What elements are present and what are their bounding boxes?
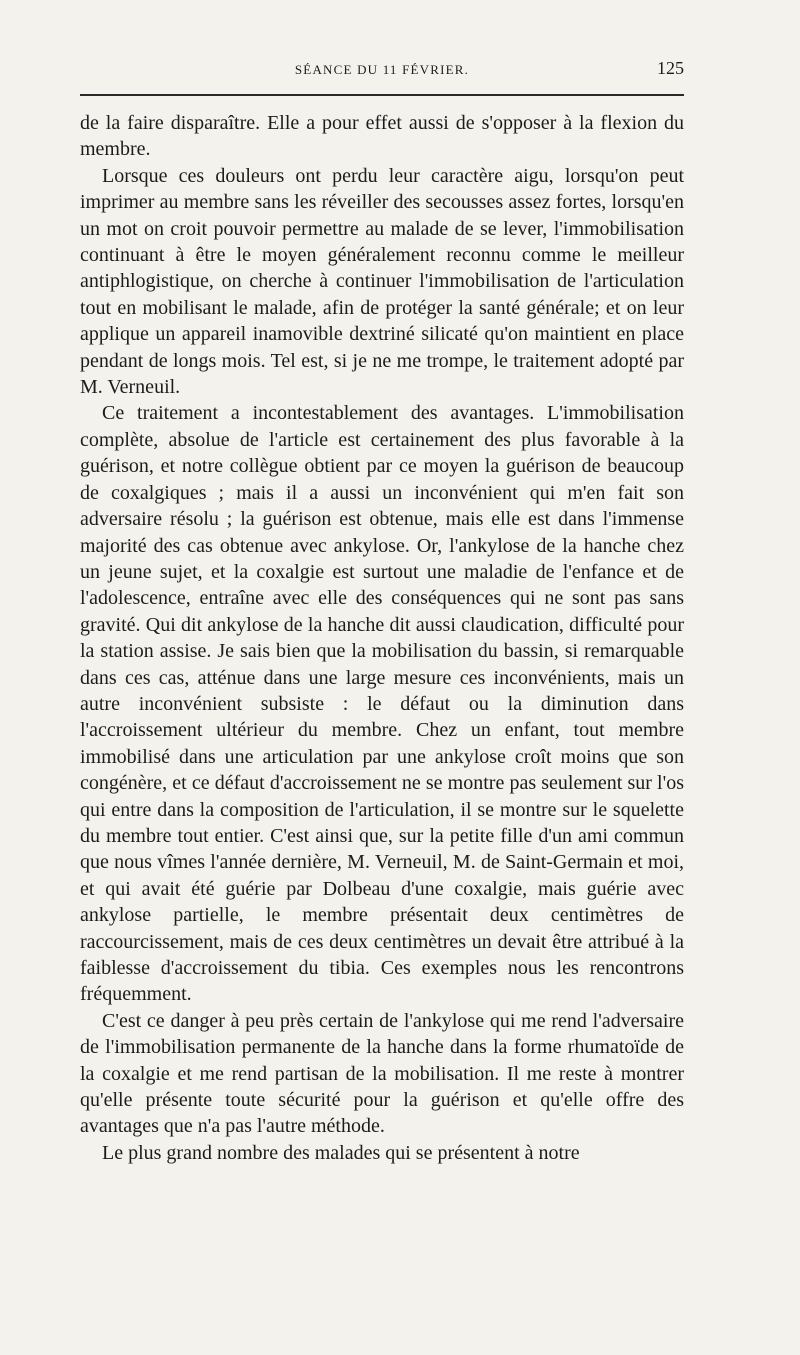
running-title: SÉANCE DU 11 FÉVRIER.: [294, 62, 470, 77]
paragraph: Lorsque ces douleurs ont perdu leur caractère aigu, lorsqu'on peut imprimer au membre sans les réveiller des secousses assez fortes, lorsqu'en un mot on croit pouvoir permettre au malade de se lever, l'immobilisation continuant à être le moyen généralement reconnu comme le meilleur antiphlogistique, on cherche à continuer l'immobilisation de l'articulation tout en mobilisant le malade, afin de protéger la santé générale; et on leur applique un appareil inamovible dextriné silicaté qu'on maintient en place pendant de longs mois. Tel est, si je ne me trompe, le traitement adopté par M. Verneuil.: [80, 164, 684, 399]
paragraph: Ce traitement a incontestablement des avantages. L'immobilisation complète, absolue de l'article est certainement des plus favorable à la guérison, et notre collègue obtient par ce moyen la guérison de beaucoup de coxalgiques ; mais il a aussi un inconvénient qui m'en fait son adversaire résolu ; la guérison est obtenue, mais elle est dans l'immense majorité des cas obtenue avec ankylose. Or, l'ankylose de la hanche chez un jeune sujet, et la coxalgie est surtout une maladie de l'enfance et de l'adolescence, entraîne avec elle des conséquences qui ne sont pas sans gravité. Qui dit ankylose de la hanche dit aussi claudication, difficulté pour la station assise. Je sais bien que la mobilisation du bassin, si remarquable dans ces cas, atténue dans une large mesure ces inconvénients, mais un autre inconvénient subsiste : le défaut ou la diminution dans l'accroissement ultérieur du membre. Chez un enfant, tout membre immobilisé dans une articulation par une ankylose croît moins que son congénère, et ce défaut d'accroissement ne se montre pas seulement sur l'os qui entre dans la composition de l'articulation, il se montre sur le squelette du membre tout entier. C'est ainsi que, sur la petite fille d'un ami commun que nous vîmes l'année dernière, M. Verneuil, M. de Saint-Germain et moi, et qui avait été guérie par Dolbeau d'une coxalgie, mais guérie avec ankylose partielle, le membre présentait deux centimètres de raccourcissement, mais de ces deux centimètres un devait être attribué à la faiblesse d'accroissement du tibia. Ces exemples nous les rencontrons fréquemment.: [80, 402, 684, 1006]
page-header: [80, 58, 684, 84]
paragraph: Le plus grand nombre des malades qui se présentent à notre: [102, 1141, 580, 1164]
paragraph: C'est ce danger à peu près certain de l'ankylose qui me rend l'adversaire de l'immobilisation permanente de la hanche dans la forme rhumatoïde de la coxalgie et me rend partisan de la mobilisation. Il me reste à montrer qu'elle présente toute sécurité pour la guérison et qu'elle offre des avantages que n'a pas l'autre méthode.: [80, 1009, 684, 1138]
page-number: 125: [657, 58, 684, 78]
paragraph-continued: de la faire disparaître. Elle a pour effet aussi de s'opposer à la flexion du membre.: [80, 112, 684, 161]
body-text: [80, 110, 684, 1166]
header-rule: [80, 94, 684, 96]
